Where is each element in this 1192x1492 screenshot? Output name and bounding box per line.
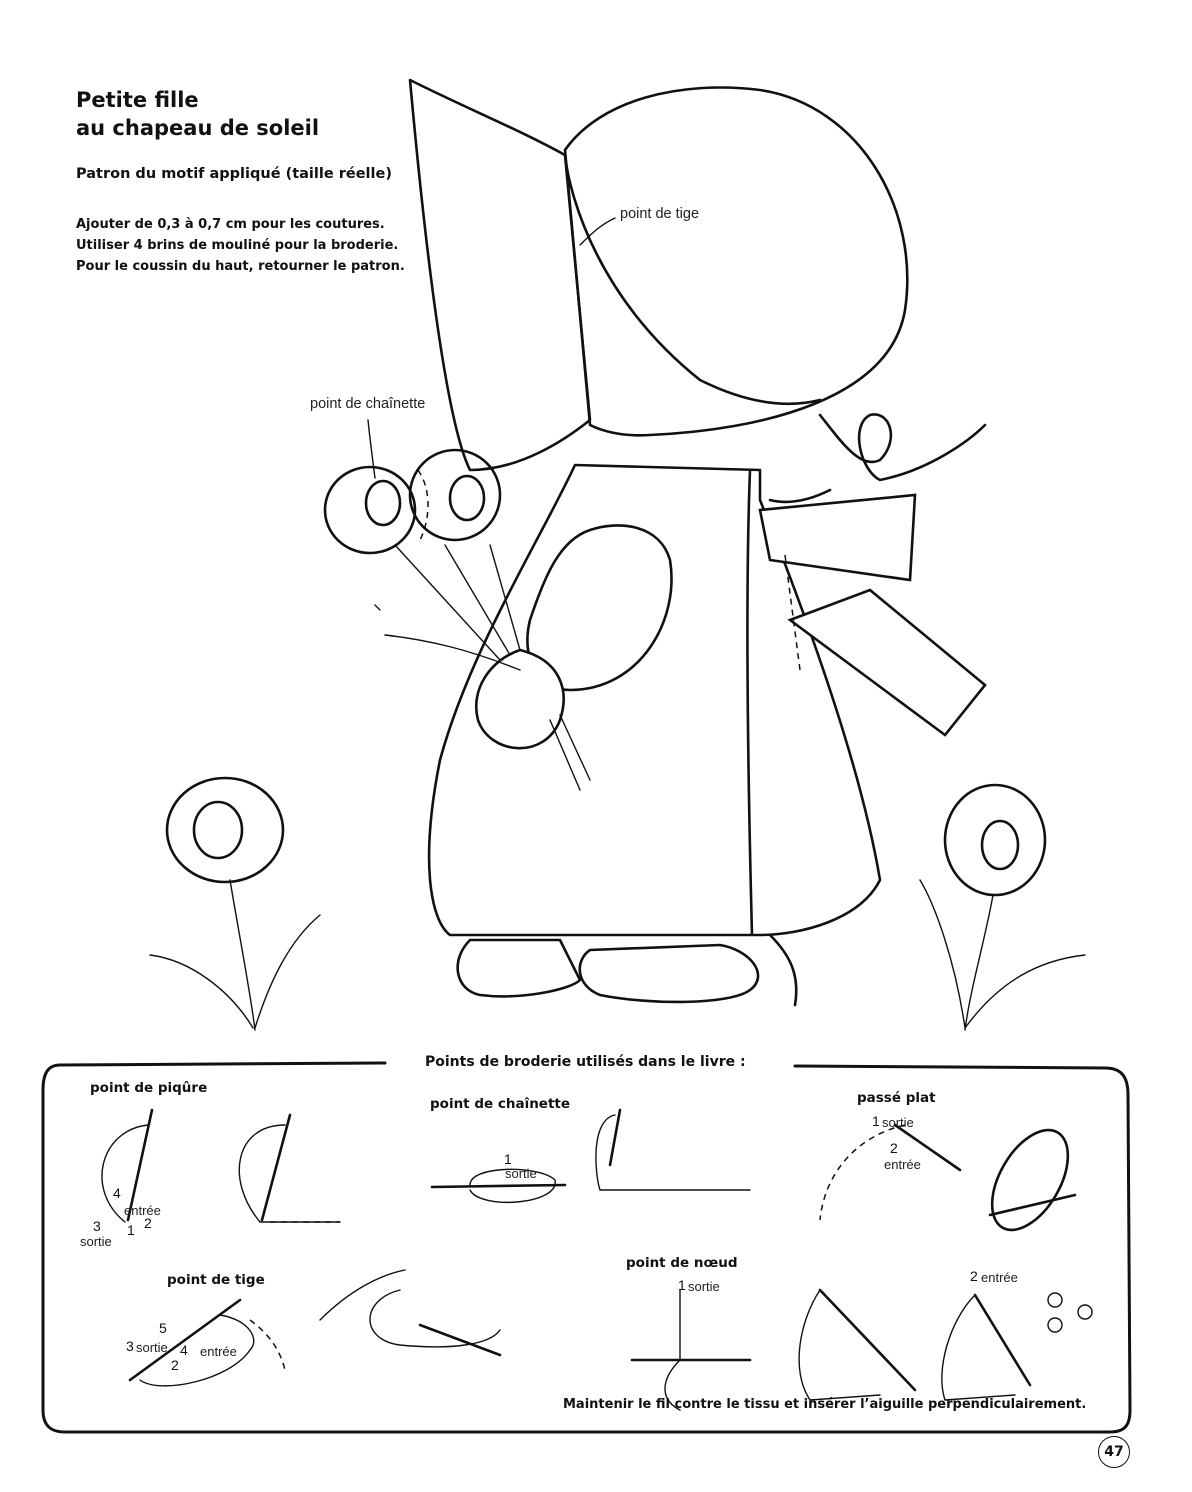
knot-thread-3 bbox=[942, 1295, 1015, 1400]
hand bbox=[476, 650, 563, 748]
satin-num-2: 2 bbox=[890, 1140, 898, 1156]
satin-entree: entrée bbox=[884, 1157, 921, 1172]
instruction-line: Ajouter de 0,3 à 0,7 cm pour les coutures. bbox=[76, 217, 385, 232]
stem-num-2: 2 bbox=[171, 1357, 179, 1373]
chain-stitch-title: point de chaînette bbox=[430, 1096, 571, 1112]
stem-dash-1 bbox=[250, 1320, 285, 1370]
sash-tail bbox=[790, 590, 985, 735]
satin-finished bbox=[977, 1117, 1084, 1242]
back-stitch-num-3: 3 bbox=[93, 1218, 101, 1234]
satin-needle-2 bbox=[990, 1195, 1075, 1215]
knot-result-2 bbox=[1078, 1305, 1092, 1319]
stem-stitch-title: point de tige bbox=[167, 1272, 265, 1288]
bonnet-seam bbox=[565, 155, 820, 404]
satin-sortie: sortie bbox=[882, 1115, 914, 1130]
knot-thread-2 bbox=[799, 1290, 880, 1400]
instruction-line: Pour le coussin du haut, retourner le patron. bbox=[76, 259, 405, 274]
back-stitch-needle-2 bbox=[262, 1115, 290, 1220]
back-stitch-sortie: sortie bbox=[80, 1234, 112, 1249]
flower-right-center bbox=[982, 821, 1018, 869]
title-line-2: au chapeau de soleil bbox=[76, 116, 320, 140]
bonnet-crown bbox=[565, 88, 907, 436]
chain-stitch-sortie: sortie bbox=[505, 1166, 537, 1181]
flower-right-stem bbox=[920, 880, 1085, 1030]
stem-num-5: 5 bbox=[159, 1320, 167, 1336]
flower-right-outer bbox=[945, 785, 1045, 895]
back-stitch-num-4: 4 bbox=[113, 1185, 121, 1201]
knot-entree: entrée bbox=[981, 1270, 1018, 1285]
flower-bouquet-1-center bbox=[366, 481, 400, 525]
flower-left-center bbox=[194, 802, 242, 858]
knot-thread-1 bbox=[665, 1290, 680, 1410]
flower-left-outer bbox=[167, 778, 283, 882]
stem-num-3: 3 bbox=[126, 1338, 134, 1354]
back-stitch-entree: entrée bbox=[124, 1203, 161, 1218]
stem-thread-2 bbox=[370, 1290, 500, 1347]
flower-left-stem bbox=[150, 880, 320, 1030]
stem-twist bbox=[320, 1270, 405, 1320]
satin-num-1: 1 bbox=[872, 1113, 880, 1129]
knot-num-2: 2 bbox=[970, 1268, 978, 1284]
stem-entree: entrée bbox=[200, 1344, 237, 1359]
bonnet-string bbox=[820, 414, 985, 480]
stem-num-4: 4 bbox=[180, 1342, 188, 1358]
bonnet-string-2 bbox=[770, 490, 830, 502]
sash bbox=[760, 495, 915, 580]
knot-sortie: sortie bbox=[688, 1279, 720, 1294]
chain-thread-2 bbox=[596, 1115, 750, 1190]
back-stitch-num-2: 2 bbox=[144, 1215, 152, 1231]
label-stem-stitch: point de tige bbox=[620, 206, 700, 222]
satin-stitch-title: passé plat bbox=[857, 1090, 936, 1106]
stitch-box-border bbox=[43, 1063, 1130, 1432]
flower-bouquet-1-outer bbox=[325, 467, 415, 553]
leg bbox=[770, 935, 796, 1005]
shoe-left bbox=[458, 940, 580, 996]
pattern-subtitle: Patron du motif appliqué (taille réelle) bbox=[76, 166, 392, 182]
knot-num-1: 1 bbox=[678, 1277, 686, 1293]
chain-needle-2 bbox=[610, 1110, 620, 1165]
back-stitch-num-1: 1 bbox=[127, 1222, 135, 1238]
instruction-line: Utiliser 4 brins de mouliné pour la broderie. bbox=[76, 238, 399, 253]
flower-bouquet-2-outer bbox=[410, 450, 500, 540]
dress-seam bbox=[747, 470, 752, 935]
knot-stitch-note: Maintenir le fil contre le tissu et insérer l’aiguille perpendiculairement. bbox=[563, 1397, 1087, 1412]
label-chain-stitch: point de chaînette bbox=[310, 396, 426, 412]
stem-sortie: sortie bbox=[136, 1340, 168, 1355]
chain-needle-1 bbox=[432, 1185, 565, 1187]
chain-stitch-leader bbox=[368, 420, 375, 478]
flower-bouquet-2-center bbox=[450, 476, 484, 520]
knot-result-1 bbox=[1048, 1293, 1062, 1307]
knot-result-3 bbox=[1048, 1318, 1062, 1332]
stitch-box-title: Points de broderie utilisés dans le livre : bbox=[425, 1054, 746, 1070]
shoe-right bbox=[580, 945, 758, 1002]
chain-stitch-num-1: 1 bbox=[504, 1151, 512, 1167]
page-number: 47 bbox=[1098, 1436, 1130, 1468]
knot-needle-2 bbox=[820, 1290, 915, 1390]
stem-needle-2 bbox=[420, 1325, 500, 1355]
back-stitch-thread-2 bbox=[239, 1125, 340, 1222]
knot-needle-3 bbox=[975, 1295, 1030, 1385]
bonnet-brim bbox=[410, 80, 590, 470]
title-line-1: Petite fille bbox=[76, 88, 199, 112]
knot-stitch-title: point de nœud bbox=[626, 1255, 738, 1271]
back-stitch-title: point de piqûre bbox=[90, 1080, 208, 1096]
